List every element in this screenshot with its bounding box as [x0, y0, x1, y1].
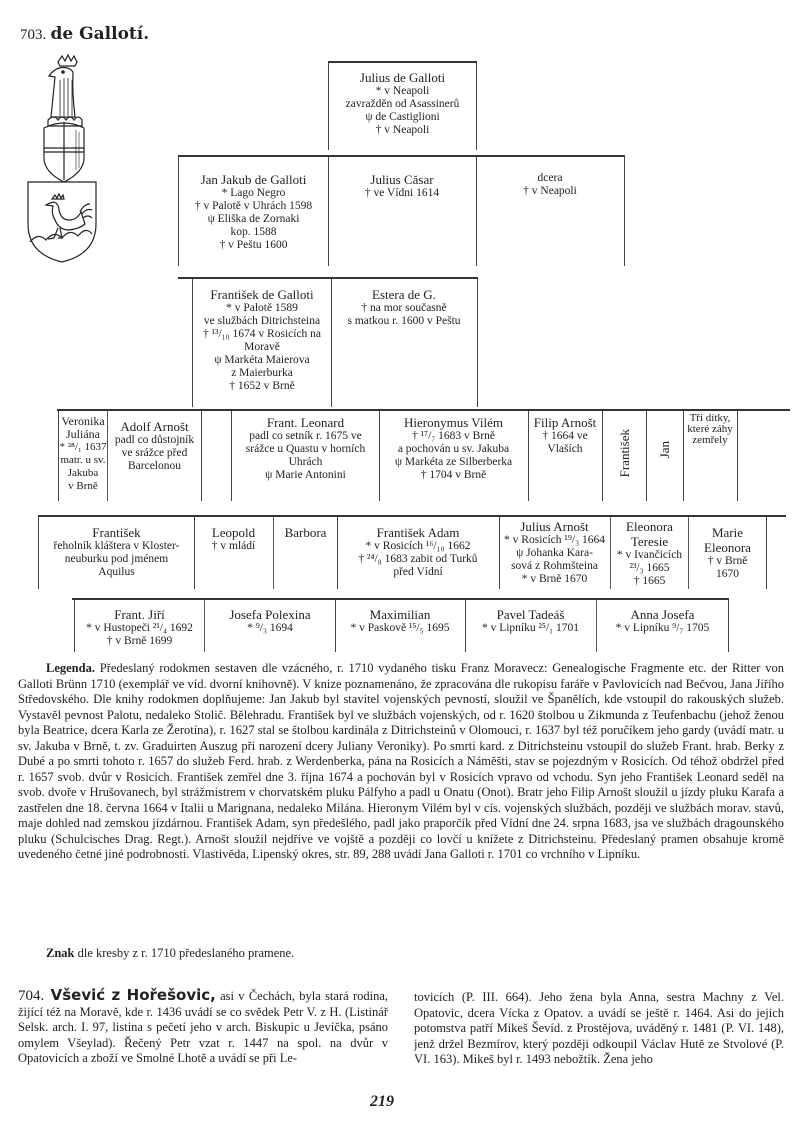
person-detail: * v Lipníku ⁹/₇ 1705	[615, 622, 710, 634]
person-detail: kop. 1588	[230, 226, 277, 238]
person-detail: ψ Johanka Kara-	[516, 547, 593, 559]
person-detail: ψ Marie Antonini	[265, 469, 346, 481]
person-detail: * v Brně 1670	[521, 573, 588, 585]
person-detail: neuburku pod jménem	[64, 553, 169, 565]
tree-node-gen3	[331, 279, 478, 407]
person-detail: * v Neapoli	[375, 85, 430, 97]
person-detail: † 1665	[633, 575, 666, 587]
tree-node-gen3	[192, 279, 332, 407]
tree-node-gen6	[204, 600, 336, 652]
person-detail: ve srážce před	[121, 447, 188, 459]
person-detail: † v Neapoli	[375, 124, 430, 136]
entry-704-left-text: asi v Čechách, byla stará rodina, žijící též na Moravě, kde r. 1436 uvádí se co svědek Petr V. z H. (Listinář Selsk. arch. I. 97, listina s pečetí jeho v arch. Biskupic u Jevíčka, psáno omylem Všeylad). Řečený Petr vzat r. 1447 na spol. na dvůr v Opatovicích a zboží ve Smolné Lhotě a uvádí se při Le-	[18, 989, 389, 1065]
entry-704-heading	[18, 986, 216, 1004]
person-name: Leopold	[211, 525, 256, 540]
person-detail: v Brně	[68, 480, 98, 492]
person-name: Julius Arnošt	[520, 519, 589, 534]
person-detail: zavražděn od Asassinerů	[345, 98, 460, 110]
tree-node-gen4	[528, 411, 603, 501]
entry-704-right-column	[414, 990, 784, 1068]
page-number: 219	[370, 1093, 394, 1110]
tree-node-gen2	[178, 156, 329, 266]
person-detail: ψ Markéta ze Silberberka	[394, 456, 513, 468]
tree-node-gen5	[194, 517, 274, 589]
tree-node-gen5	[38, 517, 195, 589]
person-detail: † v Brně	[707, 555, 748, 567]
person-detail: ψ de Castiglioni	[365, 111, 440, 123]
person-detail: Aquilus	[98, 566, 135, 578]
person-detail: řeholník kláštera v Kloster-	[53, 540, 180, 552]
legend-label: Legenda.	[46, 661, 95, 675]
person-name: František Adam	[376, 525, 460, 540]
znak-label: Znak	[46, 946, 75, 960]
family-name: de Gallotí.	[50, 24, 150, 44]
person-name: Eleonora Teresie	[626, 519, 673, 549]
person-detail: * v Palotě 1589	[226, 302, 298, 314]
person-name: Maximilian	[369, 607, 431, 622]
tree-node-gen5	[688, 517, 767, 589]
person-detail: z Maierburka	[231, 367, 293, 379]
person-detail: † ²⁴/₈ 1683 zabit od Turků	[358, 553, 478, 565]
person-name: Marie Eleonora	[704, 525, 751, 555]
tree-node-gen4	[683, 411, 738, 501]
person-detail: * v Paskově ¹⁵/₅ 1695	[350, 622, 450, 634]
person-name: Tři dítky,	[689, 412, 731, 424]
entry-704-title: Všević z Hořešovic,	[50, 986, 216, 1004]
tree-node-gen5	[499, 517, 611, 589]
person-name: František	[616, 429, 632, 478]
person-detail: s matkou r. 1600 v Peštu	[347, 315, 461, 327]
tree-node-gen6	[335, 600, 466, 652]
person-name: Filip Arnošt	[533, 415, 597, 430]
person-detail: * ²⁸/₁ 1637	[59, 441, 107, 453]
person-detail: * v Ivančicích	[616, 549, 683, 561]
tree-node-gen4	[231, 411, 380, 501]
person-detail: † v Neapoli	[523, 185, 577, 197]
entry-704-right-text: tovicích (P. III. 664). Jeho žena byla Anna, sestra Machny z Vel. Opatovic, dcera Vícka z Opatov. a uvádí se ještě r. 1464. Asi do jejich potomstva patří Mikeš Ševíd. z Prostějova, uváděný r. 1481 (P. VI. 148), jenž držel Bezmírov, který později odkoupil Václav Hutě ze Stvolové (P. VI. 163). Mikeš byl r. 1493 nebožtík. Žena jeho	[414, 990, 784, 1066]
tree-node-gen1	[328, 61, 477, 150]
person-detail: Jakuba	[67, 467, 99, 479]
person-name: Josefa Polexina	[229, 607, 311, 622]
person-detail: padl co setník r. 1675 ve	[249, 430, 362, 442]
person-name: Hieronymus Vilém	[404, 415, 503, 430]
person-detail: ψ Eliška de Zornaki	[207, 213, 300, 225]
person-name: Frant. Leonard	[266, 415, 345, 430]
tree-node-gen5	[610, 517, 689, 589]
person-detail: a pochován u sv. Jakuba	[397, 443, 510, 455]
person-detail: † na mor současně	[361, 302, 447, 314]
znak-text: dle kresby z r. 1710 předeslaného pramene.	[77, 946, 295, 960]
person-detail: † v mládí	[211, 540, 256, 552]
tree-node-gen5	[337, 517, 500, 589]
person-detail: padl co důstojník	[114, 434, 195, 446]
person-detail: † 1704 v Brně	[420, 469, 487, 481]
person-detail: † ve Vídni 1614	[364, 187, 440, 199]
tree-node-gen6	[465, 600, 597, 652]
tree-node-gen4	[379, 411, 529, 501]
person-name: Jan	[657, 441, 672, 459]
legend-text: Předeslaný rodokmen sestaven dle vzácného, r. 1710 vydaného tisku Franz Moravecz: Genealogische Fragmente etc. der Ritter von Galloti Brünn 1710 (exemplář ve víd. dvorní knihovně). V knize poznamenáno, že zpracována dle rukopisu faráře v Pavlovicích nad Bečvou, Jana Jiřího Středovského. Dle knihy rodokmen doplňujeme: Jan Jakub byl stavitel vojenských pevností, sloužil ve Španělích, kde vstoupil do rakouských služeb. Vystavěl pevnost Palotu, nedaleko Stolič. Bělehradu. František byl ve službách vojenských, od r. 1620 štolbou u Zikmunda z Teufenbachu (jehož ženou byla Beatrice, dcera Karla ze Žerotína), r. 1627 stal se štolbou kardinála z Ditrichsteinů v Olomouci, r. 1637 byl též poručíkem jeho gardy (uvádí matr. u sv. Jakuba v Brně, t. zv. Graduirten Auszug při narození dcery Juliany Veroniky). Po smrti kard. z Ditrichsteinu vstoupil do služeb Frant. hrab. Berky z Dubé a po smrti tohoto r. 1657 do služeb Ferd. hrab. z Werdenberka, pána na Rosicích a Náměšti, stav se pojezdným v Rosicích. Od téhož obdržel před r. 1657 svob. dvůr v Rosicích. František zemřel dne 3. října 1674 a pochován byl v Rosicích vpravo od vchodu. Syn jeho František Leonard seděl na svob. dvoře v Hrušovanech, byl strážmistrem v chorvatském pluku Pálfyho a padl u Onatu (Onot). Bratr jeho Filip Arnošt sloužil u jízdy pluku Karafa a zastřelen dne 18. června 1664 v Italii u Marignana, nedaleko Milána. Hieronym Vilém byl v cís. vojenských službách, později ve službách morav. stavů, maje dohled nad zemskou jízdárnou. František Adam, syn předešlého, padl jako praporčík před Vídní dne 24. srpna 1683, jsa ve službách dragounského pluku (Schulcisches Drag. Regt.). Arnošt sloužil nejdříve ve vojště a později co lovčí u knížete z Ditrichsteinu. Předeslaný pramen obsahuje kromě uvedeného četné jiné podrobnosti. Vlastivěda, Lipenský okres, str. 89, 288 uvádí Jana Galloti r. 1701 co vrchního v Lipníku.	[18, 661, 784, 861]
person-detail: Vlaších	[547, 443, 583, 455]
person-detail: před Vídní	[393, 566, 443, 578]
tree-node-gen6	[596, 600, 729, 652]
person-detail: † ¹⁷/₇ 1683 v Brně	[411, 430, 495, 442]
person-detail: * v Lipníku ²⁵/₁ 1701	[481, 622, 580, 634]
person-name: Veronika Juliána	[61, 414, 105, 441]
person-name: František de Galloti	[210, 287, 314, 302]
entry-number: 703.	[20, 27, 47, 43]
person-name: Barbora	[284, 525, 327, 540]
person-detail: † 1664 ve	[542, 430, 588, 442]
person-detail: ψ Markéta Maierova	[214, 354, 310, 366]
person-detail: Uhrách	[288, 456, 323, 468]
person-detail: sová z Rohmšteina	[511, 560, 598, 572]
person-detail: 1670	[716, 568, 739, 580]
coat-of-arms-icon	[20, 52, 104, 264]
person-detail: * Lago Negro	[221, 187, 286, 199]
person-name: Julius Căsar	[370, 172, 434, 187]
person-detail: * v Rosicích ¹⁹/₃ 1664	[504, 534, 605, 546]
person-detail: † v Palotě v Uhrách 1598	[194, 200, 313, 212]
person-detail: † v Peštu 1600	[219, 239, 288, 251]
person-name: Jan Jakub de Galloti	[200, 172, 307, 187]
person-name: Anna Josefa	[630, 607, 695, 622]
person-detail: zemřely	[692, 434, 728, 446]
tree-node-gen2	[328, 156, 477, 266]
person-detail: matr. u sv.	[60, 454, 106, 466]
person-detail: * ⁹/₃ 1694	[247, 622, 293, 634]
person-detail: † 1652 v Brně	[229, 380, 295, 392]
legend-paragraph	[18, 661, 784, 863]
tree-node-gen2	[476, 156, 625, 266]
person-detail: ve službách Ditrichsteina	[203, 315, 321, 327]
tree-node-gen4	[646, 411, 684, 501]
person-name: Estera de G.	[372, 287, 436, 302]
tree-node-gen4	[58, 411, 108, 501]
person-detail: ²³/₃ 1665	[629, 562, 670, 574]
person-detail: * v Hustopeči ²¹/₄ 1692	[86, 622, 193, 634]
tree-node-gen5	[273, 517, 338, 589]
tree-node-gen6	[74, 600, 205, 652]
person-name: dcera	[537, 172, 563, 184]
tree-node-gen4	[602, 411, 647, 501]
person-name: František	[92, 525, 141, 540]
person-name: Adolf Arnošt	[120, 419, 189, 434]
entry-title	[20, 24, 149, 44]
person-detail: † v Brně 1699	[106, 635, 173, 647]
person-detail: * v Rosicích ¹⁶/₁₀ 1662	[365, 540, 471, 552]
person-detail: které záhy	[687, 423, 733, 435]
person-detail: † ¹³/₁₀ 1674 v Rosicích na Moravě	[202, 328, 322, 353]
person-name: Julius de Galloti	[359, 70, 446, 85]
person-detail: srážce u Quastu v horních	[245, 443, 366, 455]
person-detail: Barcelonou	[127, 460, 181, 472]
person-name: Frant. Jiří	[114, 607, 165, 622]
person-name: Pavel Tadeáš	[496, 607, 565, 622]
znak-note	[46, 946, 294, 961]
tree-node-gen4	[107, 411, 202, 501]
entry-704-number: 704.	[18, 988, 45, 1004]
entry-704-left-column	[18, 988, 388, 1067]
